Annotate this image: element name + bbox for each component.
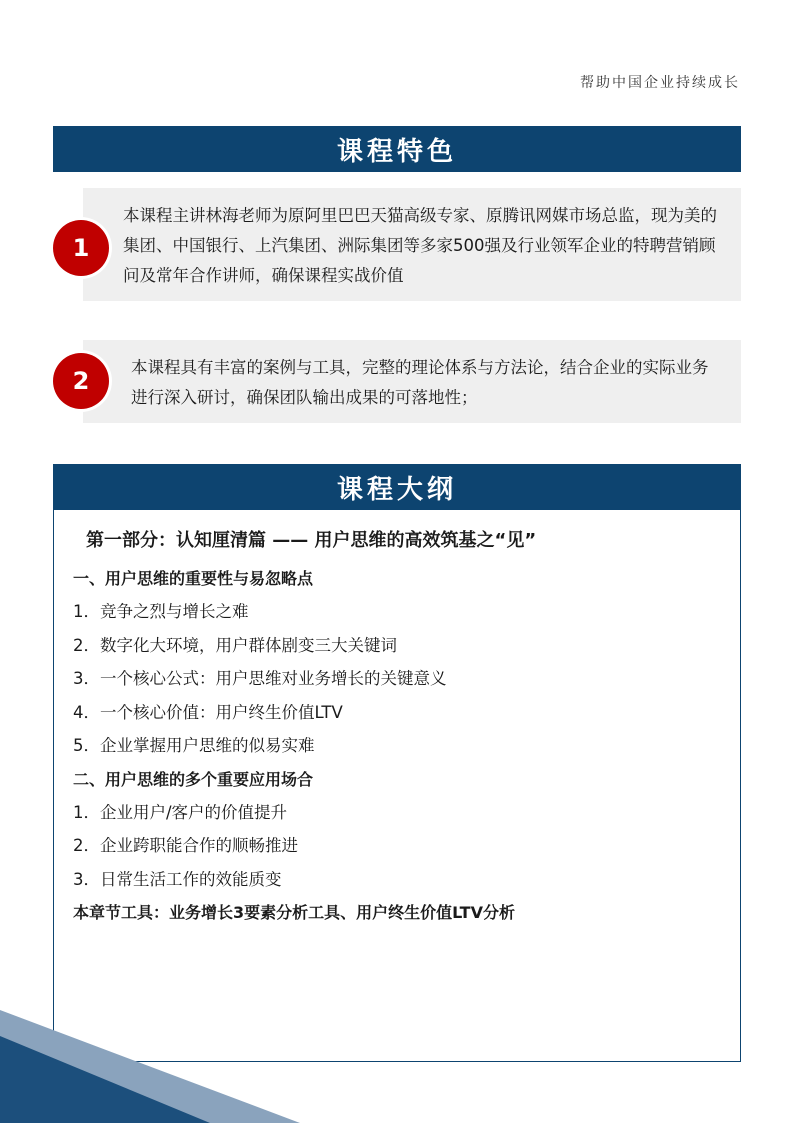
outline-content: [73, 524, 733, 930]
part-title: 第一部分：认知厘清篇 —— 用户思维的高效筑基之“见”: [86, 530, 537, 551]
tagline: 帮助中国企业持续成长: [580, 75, 740, 91]
outline-title: 课程大纲: [336, 474, 457, 505]
chapter-tools: 本章节工具：业务增长3要素分析工具、用户终生价值LTV分析: [73, 903, 515, 922]
section-heading-1: 一、用户思维的重要性与易忽略点: [73, 569, 314, 588]
features-title-banner: [53, 126, 741, 172]
section-heading-2: 二、用户思维的多个重要应用场合: [73, 769, 314, 789]
list-item: 4．一个核心价值：用户终生价值LTV: [73, 702, 343, 722]
list-item: 1．企业用户/客户的价值提升: [73, 802, 288, 822]
number-badge-2: [53, 353, 109, 409]
number-badge-1: [53, 220, 109, 276]
list-item: 1．竞争之烈与增长之难: [73, 602, 249, 621]
badge-number-1: 1: [72, 234, 90, 262]
corner-decoration: [0, 1010, 300, 1123]
feature-item-1: [83, 188, 741, 301]
feature-item-2: [83, 340, 741, 423]
list-item: 2．数字化大环境，用户群体剧变三大关键词: [73, 635, 397, 655]
outline-title-banner: [53, 464, 741, 510]
feature-text-2: 本课程具有丰富的案例与工具，完整的理论体系与方法论，结合企业的实际业务进行深入研讨，确保团队输出成果的可落地性；: [131, 358, 709, 407]
list-item: 3．一个核心公式：用户思维对业务增长的关键意义: [73, 669, 447, 688]
feature-text-1: 本课程主讲林海老师为原阿里巴巴天猫高级专家、原腾讯网媒市场总监，现为美的集团、中国银行、上汽集团、洲际集团等多家500强及行业领军企业的特聘营销顾问及常年合作讲师，确保课程实战价值: [123, 206, 717, 285]
features-title: 课程特色: [336, 136, 457, 167]
list-item: 5．企业掌握用户思维的似易实难: [73, 736, 315, 755]
list-item: 3．日常生活工作的效能质变: [73, 869, 282, 889]
list-item: 2．企业跨职能合作的顺畅推进: [73, 836, 298, 855]
badge-number-2: 2: [72, 367, 90, 395]
